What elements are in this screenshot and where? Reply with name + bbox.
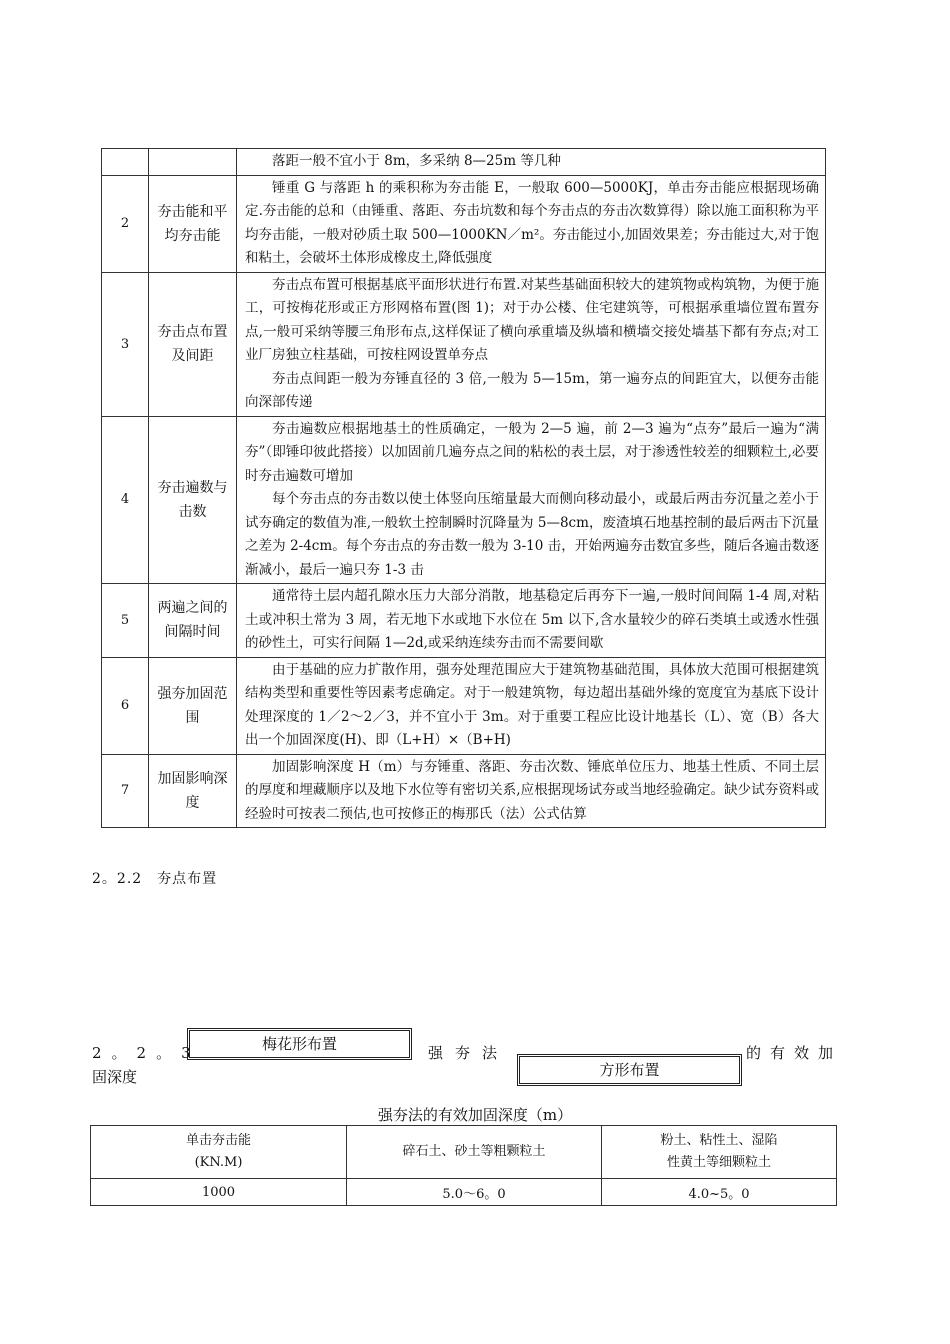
item-name: 两遍之间的间隔时间 bbox=[149, 584, 237, 658]
row-number: 5 bbox=[102, 584, 149, 658]
description-paragraph: 夯击遍数应根据地基土的性质确定，一般为 2—5 遍，前 2—3 遍为“点夯”最后一遍为“满夯”（即锤印彼此搭接）以加固前几遍夯点之间的粘松的表土层，对于渗透性较差的细颗粒土,必要时夯击遍数可增加 bbox=[245, 420, 819, 484]
header-cell: 粉土、粘性土、湿陷 性黄土等细颗粒土 bbox=[602, 1126, 837, 1179]
item-description bbox=[237, 175, 826, 272]
description-paragraph: 夯击点间距一般为夯锤直径的 3 倍,一般为 5—15m，第一遍夯点的间距宜大，以便夯击能向深部传递 bbox=[245, 370, 819, 410]
section-number: 2。2。3 bbox=[92, 1044, 201, 1062]
description-paragraph: 落距一般不宜小于 8m，多采纳 8—25m 等几种 bbox=[272, 153, 561, 169]
item-description bbox=[237, 149, 826, 176]
item-description bbox=[237, 584, 826, 658]
item-name bbox=[149, 149, 237, 176]
section-text-mid: 强夯法 bbox=[428, 1044, 510, 1062]
tamping-parameters-table bbox=[101, 148, 826, 828]
header-cell: 碎石土、砂土等粗颗粒土 bbox=[347, 1126, 602, 1179]
item-name: 强夯加固范围 bbox=[149, 657, 237, 754]
description-paragraph: 由于基础的应力扩散作用，强夯处理范围应大于建筑物基础范围，具体放大范围可根据建筑结构类型和重要性等因素考虑确定。对于一般建筑物，每边超出基础外缘的宽度宜为基底下设计处理深度的 1／2～2／3，并不宜小于 3m。对于重要工程应比设计地基长（L）、宽（B）各大出一个加固深度(H)、即（L+H）×（B+H) bbox=[245, 661, 819, 748]
square-layout-box: 方形布置 bbox=[517, 1054, 742, 1086]
row-number: 7 bbox=[102, 754, 149, 828]
row-number: 3 bbox=[102, 272, 149, 416]
table-row bbox=[102, 149, 826, 176]
table-row bbox=[102, 657, 826, 754]
row-number: 2 bbox=[102, 175, 149, 272]
table-cell: 4.0~5。0 bbox=[602, 1179, 837, 1206]
table-row bbox=[102, 272, 826, 416]
item-description bbox=[237, 754, 826, 828]
table-row bbox=[102, 416, 826, 584]
row-number: 4 bbox=[102, 416, 149, 584]
table-row bbox=[102, 754, 826, 828]
item-name: 加固影响深度 bbox=[149, 754, 237, 828]
section-text-end: 的有效加 bbox=[745, 1044, 842, 1062]
row-number: 6 bbox=[102, 657, 149, 754]
table-row bbox=[102, 175, 826, 272]
item-name: 夯击点布置及间距 bbox=[149, 272, 237, 416]
table-cell: 5.0～6。0 bbox=[347, 1179, 602, 1206]
section-text-continued: 固深度 bbox=[92, 1068, 138, 1086]
item-name: 夯击遍数与击数 bbox=[149, 416, 237, 584]
table-row bbox=[91, 1179, 837, 1206]
table-header-row bbox=[91, 1126, 837, 1179]
table-row bbox=[102, 584, 826, 658]
table-cell: 1000 bbox=[91, 1179, 347, 1206]
item-description bbox=[237, 416, 826, 584]
plum-blossom-layout-box: 梅花形布置 bbox=[187, 1028, 412, 1060]
description-paragraph: 加固影响深度 H（m）与夯锤重、落距、夯击次数、锤底单位压力、地基土性质、不同土层的厚度和埋藏顺序以及地下水位等有密切关系,应根据现场试夯或当地经验确定。缺少试夯资料或经验时可按表二预估,也可按修正的梅那氏（法）公式估算 bbox=[245, 758, 819, 822]
effective-depth-table bbox=[90, 1125, 837, 1206]
item-description bbox=[237, 272, 826, 416]
section-heading-2-2-2: 2。2.2 夯点布置 bbox=[92, 871, 218, 887]
header-cell: 单击夯击能 (KN.M) bbox=[91, 1126, 347, 1179]
description-paragraph: 锤重 G 与落距 h 的乘积称为夯击能 E，一般取 600—5000KJ，单击夯击能应根据现场确定.夯击能的总和（由锤重、落距、夯击坑数和每个夯击点的夯击次数算得）除以施工面积称为平均夯击能，一般对砂质土取 500—1000KN／m²。夯击能过小,加固效果差；夯击能过大,对于饱和粘土，会破坏土体形成橡皮土,降低强度 bbox=[245, 179, 819, 266]
description-paragraph: 夯击点布置可根据基底平面形状进行布置.对某些基础面积较大的建筑物或构筑物，为便于施工，可按梅花形或正方形网格布置(图 1)；对于办公楼、住宅建筑等，可根据承重墙位置布置夯点,一般可采纳等腰三角形布点,这样保证了横向承重墙及纵墙和横墙交接处墙基下都有夯点;对工业厂房独立柱基础，可按柱网设置单夯点 bbox=[245, 276, 819, 363]
item-name: 夯击能和平均夯击能 bbox=[149, 175, 237, 272]
item-description bbox=[237, 657, 826, 754]
row-number bbox=[102, 149, 149, 176]
table2-title: 强夯法的有效加固深度（m） bbox=[377, 1106, 573, 1124]
description-paragraph: 每个夯击点的夯击数以使土体竖向压缩量最大而侧向移动最小，或最后两击夯沉量之差小于试夯确定的数值为准,一般软土控制瞬时沉降量为 5—8cm，废渣填石地基控制的最后两击下沉量之差为 2-4cm。每个夯击点的夯击数一般为 3-10 击，开始两遍夯击数宜多些，随后各遍击数逐渐减小，最后一遍只夯 1-3 击 bbox=[245, 491, 819, 578]
description-paragraph: 通常待土层内超孔隙水压力大部分消散，地基稳定后再夯下一遍,一般时间间隔 1-4 周,对粘土或冲积土常为 3 周，若无地下水或地下水位在 5m 以下,含水量较少的碎石类填土或透水性强的砂性土，可实行间隔 1—2d,或采纳连续夯击而不需要间歇 bbox=[245, 588, 819, 651]
